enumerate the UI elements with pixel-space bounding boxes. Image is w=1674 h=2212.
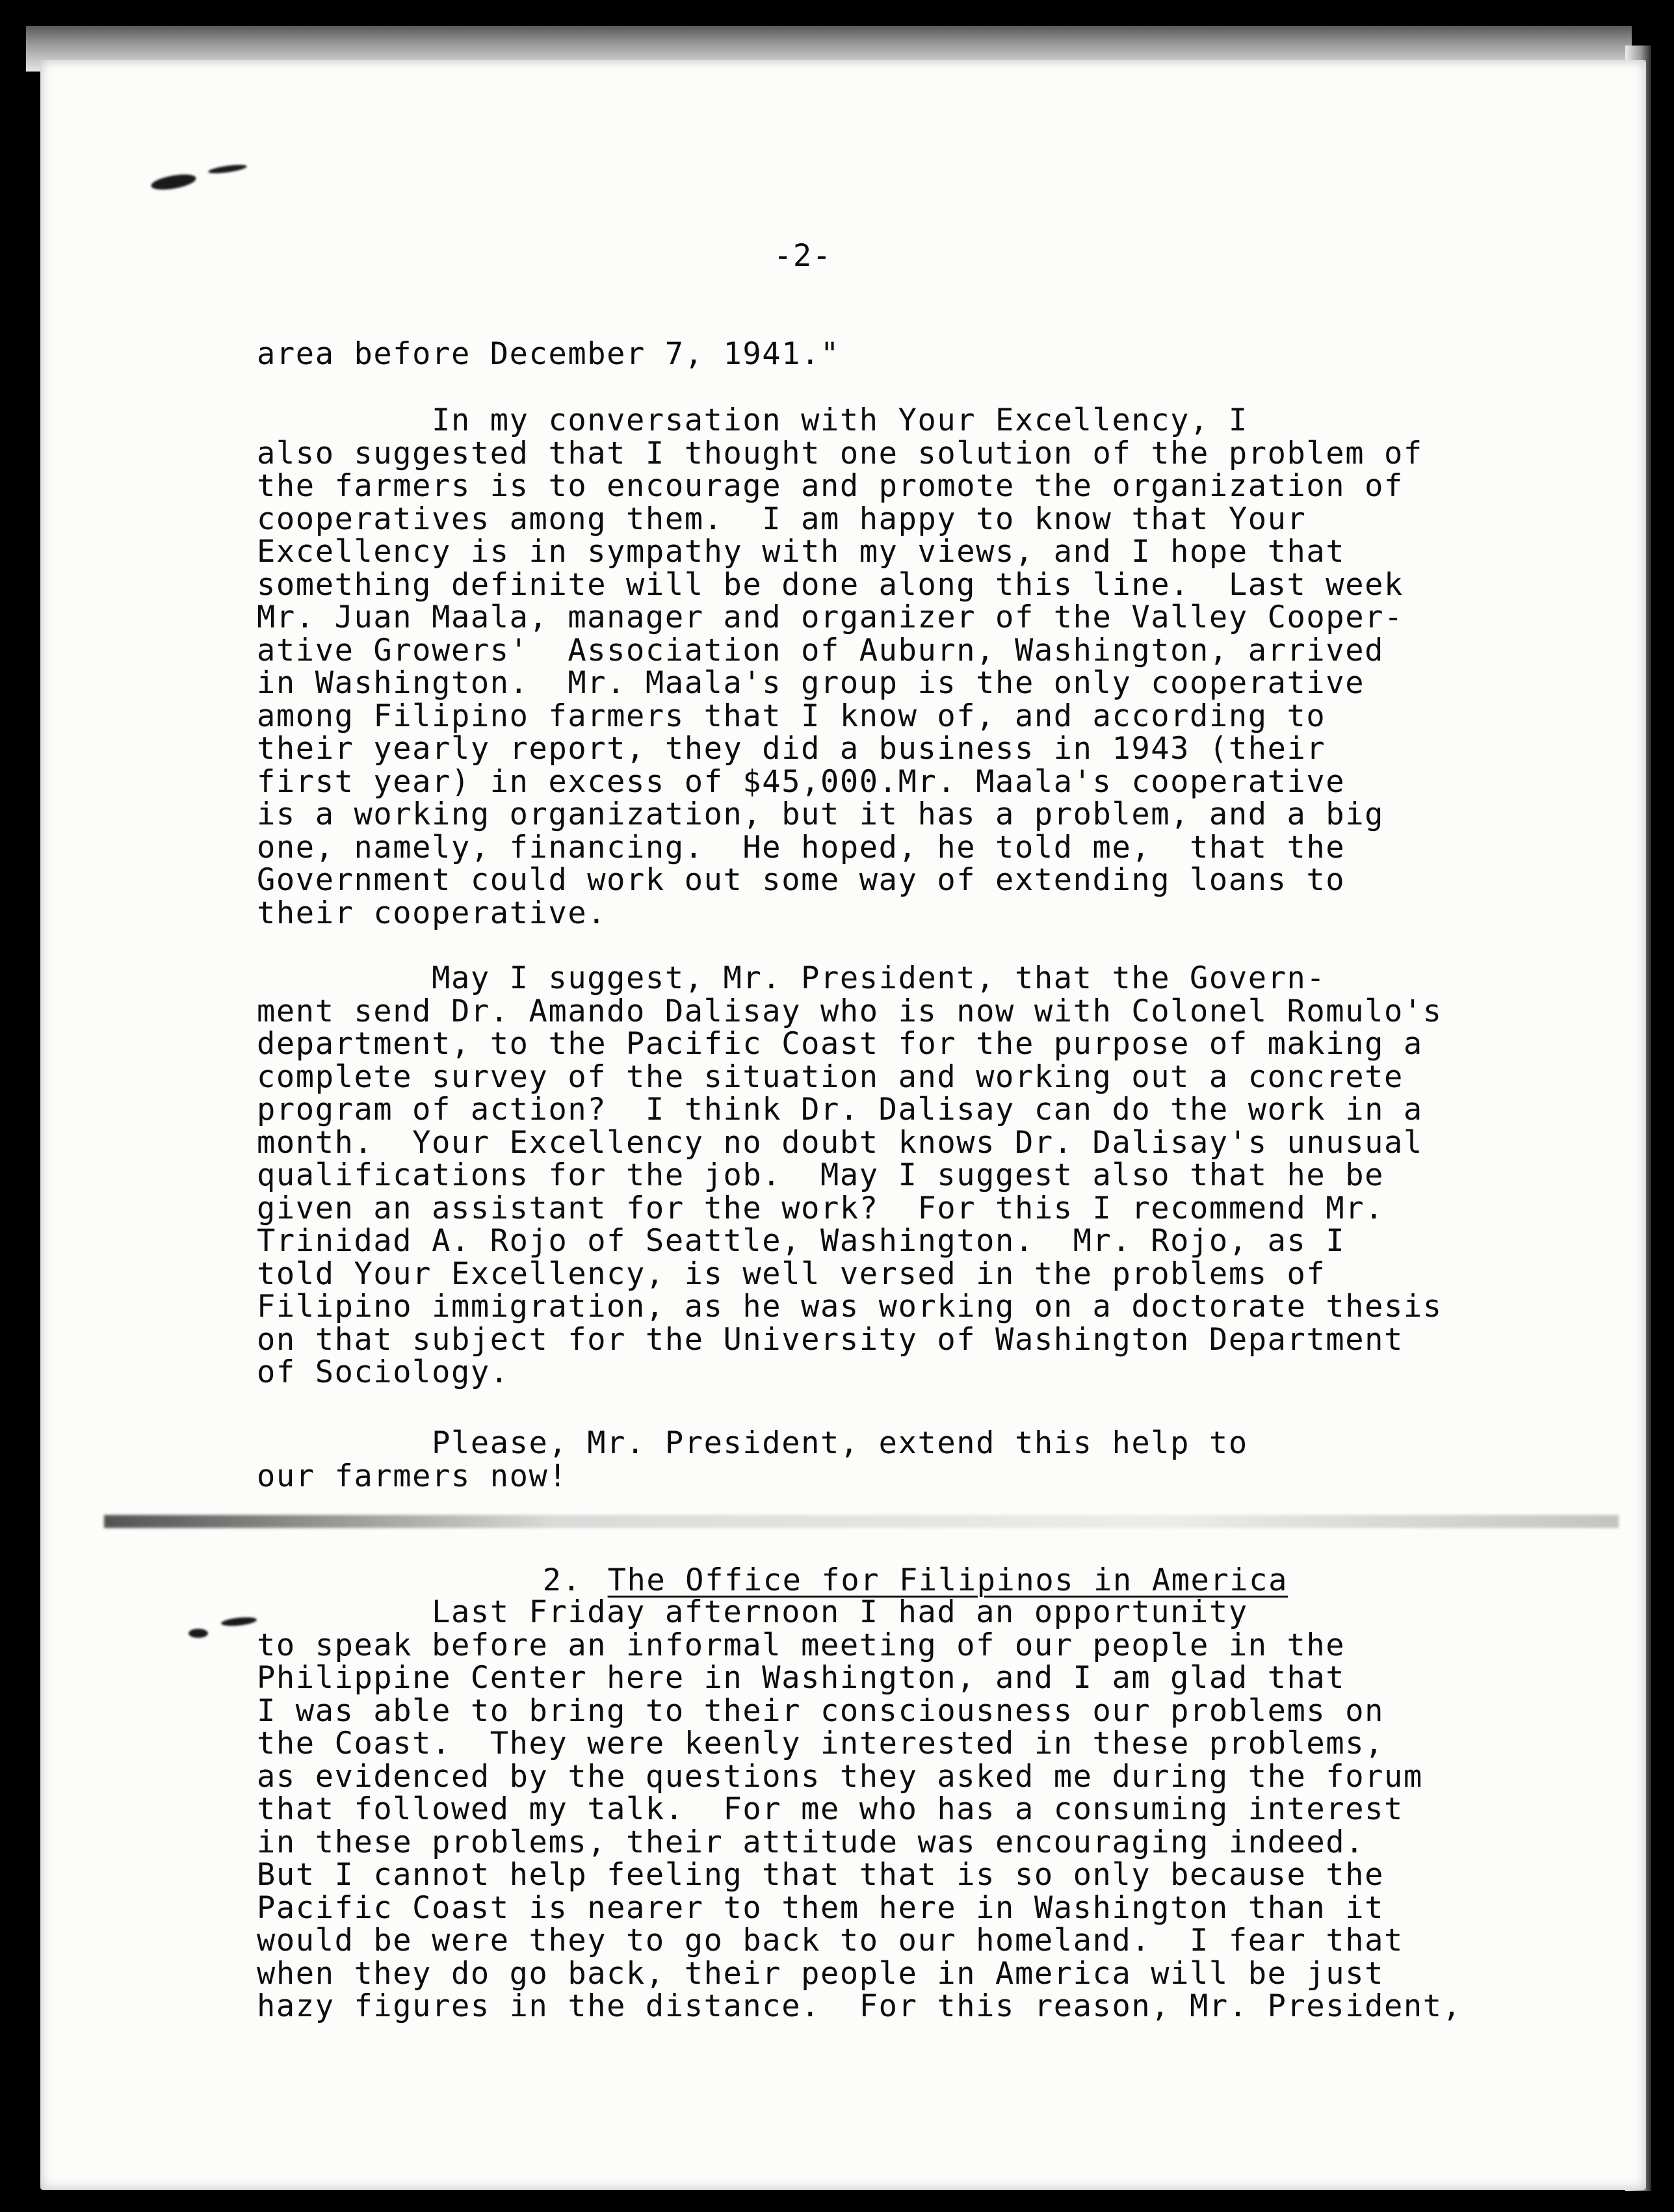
text-line: In my conversation with Your Excellency, I	[257, 402, 1248, 438]
text-line: ative Growers' Association of Auburn, Washington, arrived	[257, 632, 1384, 668]
text-line: first year) in excess of $45,000.Mr. Maala's cooperative	[257, 763, 1346, 800]
text-line: But I cannot help feeling that that is so only because the	[257, 1857, 1384, 1893]
text-line: complete survey of the situation and working out a concrete	[257, 1059, 1404, 1095]
section-number: 2.	[542, 1562, 582, 1598]
text-line: their cooperative.	[257, 895, 607, 931]
text-line: hazy figures in the distance. For this reason, Mr. President,	[257, 1988, 1462, 2024]
text-line: ment send Dr. Amando Dalisay who is now with Colonel Romulo's	[257, 993, 1443, 1029]
text-line: the Coast. They were keenly interested in these problems,	[257, 1726, 1384, 1761]
text-line: their yearly report, they did a business in 1943 (their	[257, 731, 1326, 767]
paragraph-1	[257, 338, 840, 371]
text-line: told Your Excellency, is well versed in the problems of	[257, 1256, 1326, 1292]
text-line: Last Friday afternoon I had an opportunity	[257, 1594, 1248, 1630]
fold-line	[104, 1515, 1619, 1528]
text-line: among Filipino farmers that I know of, and according to	[257, 698, 1326, 734]
text-line: given an assistant for the work? For this I recommend Mr.	[257, 1190, 1384, 1226]
text-line: Trinidad A. Rojo of Seattle, Washington. Mr. Rojo, as I	[257, 1223, 1346, 1259]
section-title: The Office for Filipinos in America	[607, 1562, 1288, 1598]
text-line: on that subject for the University of Washington Department	[257, 1321, 1404, 1358]
text-line: Mr. Juan Maala, manager and organizer of the Valley Cooper-	[257, 599, 1404, 635]
text-line: of Sociology.	[257, 1354, 510, 1390]
text-line: that followed my talk. For me who has a consuming interest	[257, 1791, 1404, 1827]
text-line: is a working organization, but it has a problem, and a big	[257, 797, 1384, 832]
text-line: in Washington. Mr. Maala's group is the only cooperative	[257, 665, 1365, 701]
text-line: also suggested that I thought one solution of the problem of	[257, 435, 1423, 471]
text-line: May I suggest, Mr. President, that the Govern-	[257, 960, 1326, 996]
text-line: Pacific Coast is nearer to them here in Washington than it	[257, 1889, 1384, 1926]
text-line: cooperatives among them. I am happy to know that Your	[257, 501, 1307, 537]
page-number: -2-	[774, 238, 832, 274]
section-heading	[504, 1527, 1288, 1598]
text-line: one, namely, financing. He hoped, he told me, that the	[257, 829, 1346, 865]
text-line: month. Your Excellency no doubt knows Dr. Dalisay's unusual	[257, 1124, 1423, 1161]
paragraph-4	[257, 1427, 1248, 1493]
text-line: something definite will be done along this line. Last week	[257, 566, 1404, 603]
text-line: Philippine Center here in Washington, and I am glad that	[257, 1660, 1346, 1696]
text-line: the farmers is to encourage and promote the organization of	[257, 468, 1404, 504]
text-line: Please, Mr. President, extend this help to	[257, 1425, 1248, 1461]
text-line: department, to the Pacific Coast for the purpose of making a	[257, 1026, 1423, 1062]
paragraph-2	[257, 404, 1423, 930]
text-line: our farmers now!	[257, 1458, 568, 1494]
text-line: to speak before an informal meeting of our people in the	[257, 1627, 1346, 1663]
paragraph-5	[257, 1596, 1462, 2023]
text-line: program of action? I think Dr. Dalisay can do the work in a	[257, 1092, 1423, 1127]
text-line: Excellency is in sympathy with my views, and I hope that	[257, 534, 1346, 570]
paragraph-3	[257, 962, 1443, 1389]
text-line: Government could work out some way of extending loans to	[257, 862, 1346, 898]
text-line: Filipino immigration, as he was working on a doctorate thesis	[257, 1289, 1443, 1324]
text-line: in these problems, their attitude was encouraging indeed.	[257, 1824, 1365, 1860]
text-line: would be were they to go back to our homeland. I fear that	[257, 1923, 1404, 1958]
text-line: qualifications for the job. May I suggest also that he be	[257, 1157, 1384, 1193]
ink-mark-mid-left	[189, 1629, 208, 1638]
text-line: as evidenced by the questions they asked me during the forum	[257, 1758, 1423, 1795]
text-line: when they do go back, their people in America will be just	[257, 1955, 1384, 1992]
text-line: I was able to bring to their consciousness our problems on	[257, 1692, 1384, 1729]
text-line: area before December 7, 1941."	[257, 336, 840, 372]
